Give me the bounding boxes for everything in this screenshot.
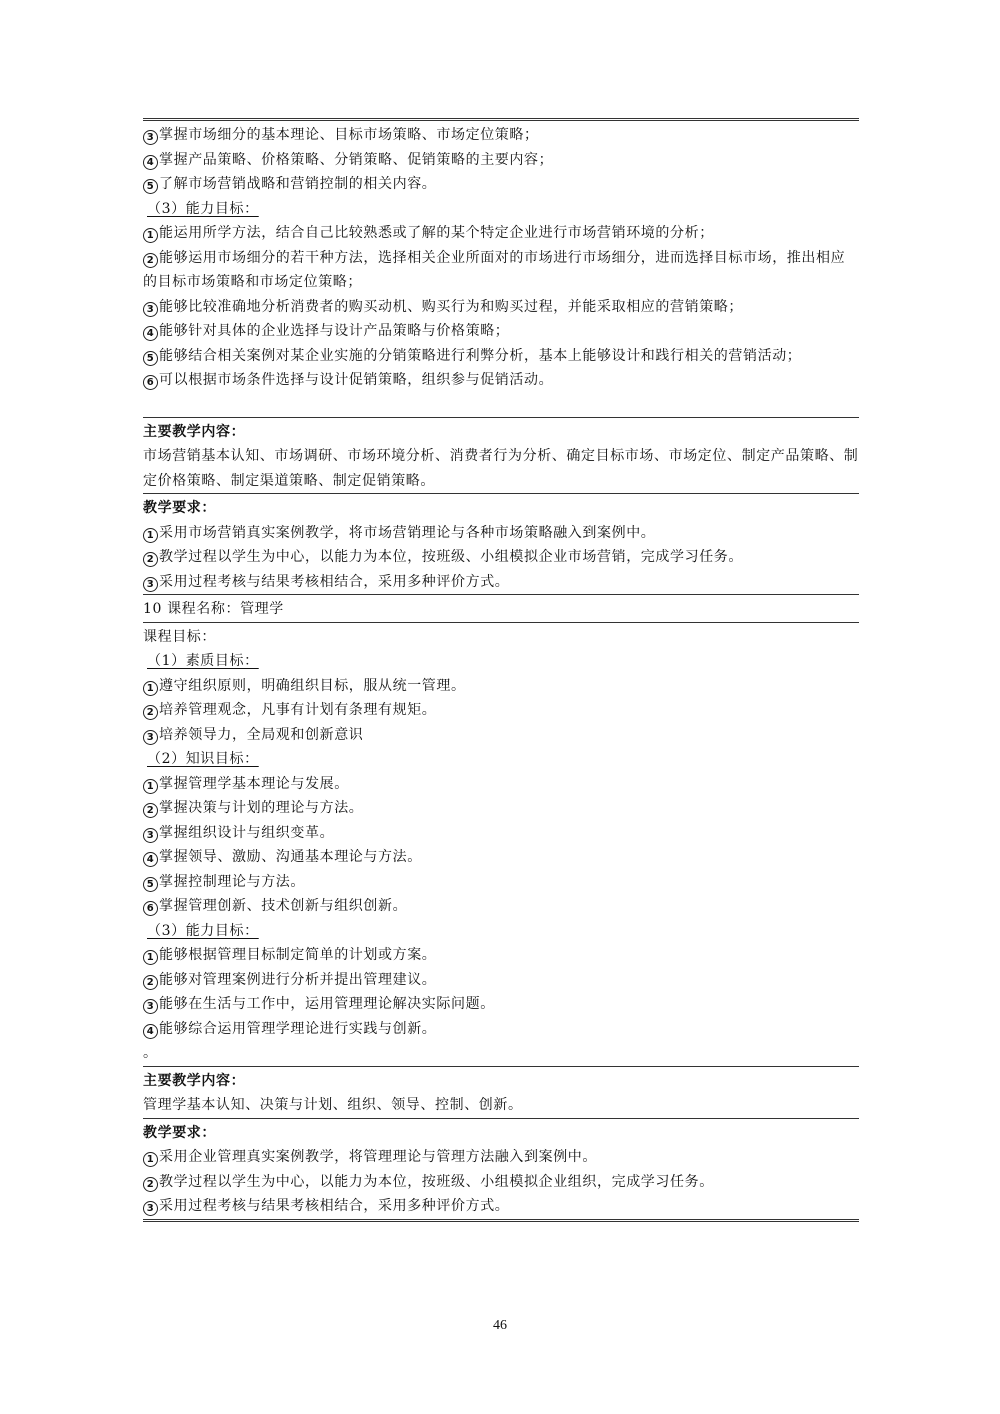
section-heading: 主要教学内容： <box>143 423 246 440</box>
list-item-text: 能够针对具体的企业选择与设计产品策略与价格策略； <box>159 323 510 339</box>
list-item-text: 培养领导力，全局观和创新意识 <box>159 726 364 743</box>
list-item <box>143 870 859 895</box>
list-item-text: 能够运用市场细分的若干种方法，选择相关企业所面对的市场进行市场细分，进而选择目标市场，推出相应的目标市场策略和市场定位策略； <box>143 249 846 290</box>
circled-number: 4 <box>143 155 158 170</box>
list-item <box>143 723 859 748</box>
list-item <box>143 1145 859 1170</box>
subheading <box>143 747 859 772</box>
circled-number: 6 <box>143 901 158 916</box>
list-item-text: 掌握产品策略、价格策略、分销策略、促销策略的主要内容； <box>159 151 554 168</box>
list-item <box>143 992 859 1017</box>
list-item-text: 掌握控制理论与方法。 <box>159 873 305 890</box>
list-item-text: 能够在生活与工作中，运用管理理论解决实际问题。 <box>159 996 495 1012</box>
list-item <box>143 545 859 570</box>
list-item-text: 采用过程考核与结果考核相结合，采用多种评价方式。 <box>159 1198 510 1214</box>
section-heading: 教学要求： <box>143 500 216 516</box>
circled-number: 3 <box>143 1201 158 1216</box>
circled-number: 5 <box>143 179 158 194</box>
teaching-requirements-section <box>143 494 859 594</box>
circled-number: 6 <box>143 375 158 390</box>
list-item <box>143 521 859 546</box>
section-text: 市场营销基本认知、市场调研、市场环境分析、消费者行为分析、确定目标市场、市场定位、制定产品策略、制定价格策略、制定渠道策略、制定促销策略。 <box>143 448 859 489</box>
list-item-text: 掌握组织设计与组织变革。 <box>159 824 335 841</box>
course-title: 10 课程名称：管理学 <box>143 601 284 617</box>
course-goals-section <box>143 623 859 1066</box>
subheading-text: （3）能力目标： <box>147 200 259 217</box>
list-item-text: 能运用所学方法，结合自己比较熟悉或了解的某个特定企业进行市场营销环境的分析； <box>159 225 714 241</box>
list-item <box>143 1170 859 1195</box>
circled-number: 1 <box>143 1152 158 1167</box>
circled-number: 2 <box>143 1177 158 1192</box>
list-item <box>143 821 859 846</box>
circled-number: 1 <box>143 779 158 794</box>
circled-number: 3 <box>143 302 158 317</box>
list-item-text: 能够根据管理目标制定简单的计划或方案。 <box>159 947 437 963</box>
list-item-text: 能够对管理案例进行分析并提出管理建议。 <box>159 971 437 988</box>
section-heading: 课程目标： <box>143 628 216 645</box>
list-item <box>143 943 859 968</box>
list-item-text: 采用过程考核与结果考核相结合，采用多种评价方式。 <box>159 573 510 590</box>
list-item <box>143 894 859 919</box>
list-item-text: 了解市场营销战略和营销控制的相关内容。 <box>159 176 437 192</box>
list-item <box>143 796 859 821</box>
circled-number: 2 <box>143 552 158 567</box>
list-item-text: 掌握市场细分的基本理论、目标市场策略、市场定位策略； <box>159 127 539 143</box>
circled-number: 1 <box>143 681 158 696</box>
course-title-row <box>143 595 859 622</box>
list-item-text: 可以根据市场条件选择与设计促销策略，组织参与促销活动。 <box>159 372 554 388</box>
list-item <box>143 1017 859 1042</box>
circled-number: 2 <box>143 803 158 818</box>
list-item <box>143 123 859 148</box>
list-item <box>143 698 859 723</box>
list-item-text: 能够比较准确地分析消费者的购买动机、购买行为和购买过程，并能采取相应的营销策略； <box>159 298 743 315</box>
list-item-text: 能够结合相关案例对某企业实施的分销策略进行利弊分析，基本上能够设计和践行相关的营销活动； <box>159 347 802 364</box>
circled-number: 2 <box>143 253 158 268</box>
list-item <box>143 570 859 595</box>
list-item <box>143 968 859 993</box>
circled-number: 3 <box>143 577 158 592</box>
subheading <box>143 919 859 944</box>
section-text: 管理学基本认知、决策与计划、组织、领导、控制、创新。 <box>143 1097 523 1113</box>
list-item-text: 采用市场营销真实案例教学，将市场营销理论与各种市场策略融入到案例中。 <box>159 524 656 541</box>
list-item <box>143 148 859 173</box>
subheading <box>143 649 859 674</box>
list-item-text: 采用企业管理真实案例教学，将管理理论与管理方法融入到案例中。 <box>159 1149 597 1165</box>
teaching-requirements-section <box>143 1119 859 1219</box>
list-item-text: 教学过程以学生为中心，以能力为本位，按班级、小组模拟企业组织，完成学习任务。 <box>159 1173 714 1190</box>
list-item <box>143 845 859 870</box>
list-item-text: 遵守组织原则，明确组织目标，服从统一管理。 <box>159 677 466 694</box>
main-content-section <box>143 418 859 494</box>
document-table <box>143 118 859 1222</box>
bottom-border <box>143 1219 859 1222</box>
list-item-text: 教学过程以学生为中心，以能力为本位，按班级、小组模拟企业市场营销，完成学习任务。 <box>159 549 743 565</box>
section-heading: 主要教学内容： <box>143 1072 246 1089</box>
list-item <box>143 772 859 797</box>
circled-number: 5 <box>143 351 158 366</box>
list-item <box>143 344 859 369</box>
circled-number: 1 <box>143 528 158 543</box>
subheading-text: （1）素质目标： <box>147 653 259 669</box>
circled-number: 3 <box>143 999 158 1014</box>
circled-number: 1 <box>143 950 158 965</box>
page-number: 46 <box>493 1318 507 1333</box>
list-item <box>143 674 859 699</box>
list-item <box>143 368 859 393</box>
circled-number: 4 <box>143 326 158 341</box>
circled-number: 1 <box>143 228 158 243</box>
circled-number: 3 <box>143 730 158 745</box>
circled-number: 4 <box>143 1024 158 1039</box>
subheading-text: （3）能力目标： <box>147 922 259 939</box>
trailing-mark: 。 <box>143 1045 158 1061</box>
marketing-goals-section <box>143 121 859 417</box>
circled-number: 5 <box>143 877 158 892</box>
list-item-text: 掌握管理创新、技术创新与组织创新。 <box>159 898 408 914</box>
circled-number: 4 <box>143 852 158 867</box>
circled-number: 3 <box>143 828 158 843</box>
list-item <box>143 295 859 320</box>
subheading <box>143 197 859 222</box>
list-item-text: 掌握决策与计划的理论与方法。 <box>159 800 364 816</box>
circled-number: 2 <box>143 705 158 720</box>
list-item <box>143 1194 859 1219</box>
list-item-text: 培养管理观念，凡事有计划有条理有规矩。 <box>159 702 437 718</box>
circled-number: 3 <box>143 130 158 145</box>
list-item-text: 能够综合运用管理学理论进行实践与创新。 <box>159 1020 437 1037</box>
list-item <box>143 319 859 344</box>
circled-number: 2 <box>143 975 158 990</box>
list-item <box>143 172 859 197</box>
section-heading: 教学要求： <box>143 1124 216 1141</box>
subheading-text: （2）知识目标： <box>147 751 259 767</box>
list-item <box>143 221 859 246</box>
main-content-section <box>143 1067 859 1118</box>
list-item-text: 掌握管理学基本理论与发展。 <box>159 775 349 792</box>
spacer <box>143 393 859 417</box>
list-item <box>143 246 859 295</box>
list-item-text: 掌握领导、激励、沟通基本理论与方法。 <box>159 849 422 865</box>
